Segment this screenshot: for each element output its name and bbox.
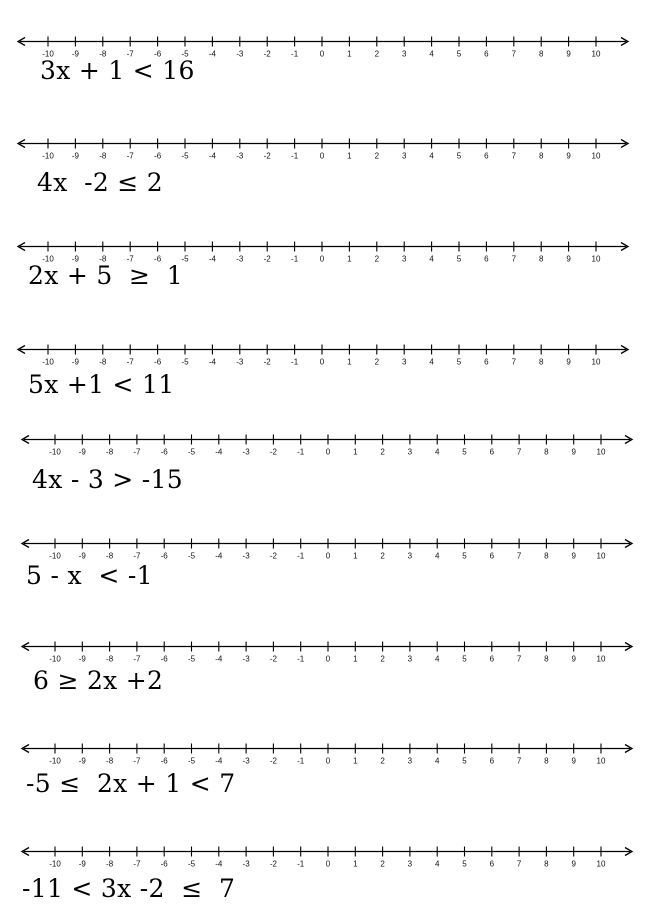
- tick-label: 0: [319, 49, 325, 59]
- tick-label: 1: [347, 357, 352, 367]
- tick-label: -2: [269, 859, 277, 869]
- tick-label: 2: [380, 756, 385, 766]
- tick-label: 5: [456, 254, 462, 264]
- tick-label: 7: [511, 254, 517, 264]
- tick-label: 2: [374, 49, 380, 59]
- tick-label: -6: [160, 756, 168, 766]
- tick-label: -8: [106, 859, 114, 869]
- tick-label: -2: [263, 151, 271, 161]
- tick-label: 2: [374, 254, 380, 264]
- tick-label: 1: [353, 756, 358, 766]
- tick-label: 10: [591, 357, 601, 367]
- tick-label: -1: [297, 551, 305, 561]
- tick-label: 3: [401, 254, 407, 264]
- tick-label: -6: [154, 357, 162, 367]
- tick-label: -1: [297, 447, 305, 457]
- tick-label: 1: [353, 551, 358, 561]
- tick-label: -8: [106, 756, 114, 766]
- tick-label: 5: [456, 151, 462, 161]
- tick-label: -8: [106, 447, 114, 457]
- tick-label: -1: [297, 859, 305, 869]
- tick-label: -10: [49, 859, 61, 869]
- tick-label: 5: [462, 859, 467, 869]
- tick-label: 3: [407, 654, 413, 664]
- tick-label: -3: [236, 151, 244, 161]
- tick-label: 2: [380, 551, 385, 561]
- tick-label: 10: [596, 859, 606, 869]
- tick-label: 6: [489, 447, 495, 457]
- tick-label: 4: [429, 254, 434, 264]
- tick-label: -3: [242, 859, 250, 869]
- tick-label: -10: [42, 49, 54, 59]
- tick-label: 4: [434, 551, 440, 561]
- tick-label: 9: [566, 254, 571, 264]
- tick-label: -7: [133, 447, 141, 457]
- tick-label: -7: [126, 49, 134, 59]
- tick-label: -8: [106, 551, 114, 561]
- tick-label: 10: [596, 551, 606, 561]
- tick-label: -9: [71, 254, 79, 264]
- tick-label: 9: [566, 151, 571, 161]
- tick-label: -3: [236, 49, 244, 59]
- tick-label: 3: [407, 859, 413, 869]
- tick-label: 0: [325, 859, 331, 869]
- tick-label: 6: [489, 551, 495, 561]
- tick-label: -2: [269, 654, 277, 664]
- tick-label: -2: [269, 756, 277, 766]
- tick-label: 2: [374, 357, 380, 367]
- tick-label: 7: [511, 151, 517, 161]
- tick-label: 6: [489, 859, 495, 869]
- tick-label: 9: [571, 654, 576, 664]
- tick-label: -8: [99, 151, 107, 161]
- problem-9: [0, 850, 668, 910]
- tick-label: -7: [126, 357, 134, 367]
- tick-label: -4: [215, 551, 223, 561]
- tick-label: -3: [242, 447, 250, 457]
- tick-label: 9: [566, 49, 571, 59]
- tick-label: 10: [591, 151, 601, 161]
- tick-label: -1: [291, 357, 299, 367]
- tick-label: -2: [263, 254, 271, 264]
- tick-label: 6: [484, 357, 489, 367]
- tick-label: 9: [571, 551, 576, 561]
- tick-label: -7: [126, 151, 134, 161]
- tick-label: 8: [544, 756, 549, 766]
- tick-label: 8: [544, 859, 549, 869]
- tick-label: 8: [538, 357, 544, 367]
- tick-label: 6: [484, 151, 489, 161]
- tick-label: 4: [429, 357, 434, 367]
- tick-label: 3: [401, 357, 407, 367]
- tick-label: -5: [187, 859, 196, 869]
- tick-label: -4: [215, 859, 223, 869]
- tick-label: -1: [291, 254, 299, 264]
- tick-label: -10: [42, 151, 54, 161]
- tick-label: -2: [269, 447, 277, 457]
- tick-label: 4: [429, 49, 434, 59]
- problem-7: [0, 645, 668, 705]
- inequality-text: 4x - 3 > -15: [32, 465, 183, 494]
- tick-label: 8: [538, 254, 544, 264]
- tick-label: 7: [511, 357, 517, 367]
- tick-label: 10: [596, 756, 606, 766]
- tick-label: 0: [325, 551, 331, 561]
- tick-label: -6: [160, 654, 168, 664]
- tick-label: -1: [297, 756, 305, 766]
- tick-label: 2: [380, 654, 385, 664]
- tick-label: 9: [566, 357, 571, 367]
- tick-label: 8: [544, 551, 549, 561]
- tick-label: 4: [434, 756, 440, 766]
- tick-label: 10: [596, 654, 606, 664]
- problem-2: [0, 142, 668, 202]
- inequality-text: 5 - x < -1: [26, 561, 153, 590]
- problem-5: [0, 438, 668, 498]
- inequality-text: 3x + 1 < 16: [40, 56, 195, 85]
- tick-label: 6: [489, 756, 495, 766]
- tick-label: -5: [187, 756, 196, 766]
- tick-label: 5: [456, 357, 462, 367]
- tick-label: -3: [236, 357, 244, 367]
- tick-label: 2: [374, 151, 380, 161]
- tick-label: 0: [325, 447, 331, 457]
- tick-label: 1: [353, 447, 358, 457]
- tick-label: 8: [544, 447, 549, 457]
- tick-label: -5: [181, 151, 189, 161]
- tick-label: 7: [511, 49, 517, 59]
- tick-label: -2: [263, 49, 271, 59]
- tick-label: 1: [347, 254, 352, 264]
- tick-label: -6: [160, 447, 168, 457]
- tick-label: -10: [49, 756, 61, 766]
- tick-label: 7: [516, 859, 522, 869]
- problem-8: [0, 747, 668, 807]
- tick-label: -6: [160, 859, 168, 869]
- tick-label: -1: [291, 151, 299, 161]
- tick-label: 4: [434, 859, 440, 869]
- tick-label: -3: [236, 254, 244, 264]
- tick-label: -9: [78, 551, 86, 561]
- tick-label: -10: [42, 357, 54, 367]
- tick-label: 3: [407, 756, 413, 766]
- tick-label: 0: [319, 254, 325, 264]
- tick-label: -5: [181, 49, 189, 59]
- tick-label: 4: [429, 151, 434, 161]
- tick-label: 0: [325, 654, 331, 664]
- tick-label: 0: [325, 756, 331, 766]
- inequality-text: -5 ≤ 2x + 1 < 7: [26, 769, 236, 798]
- tick-label: 3: [401, 49, 407, 59]
- tick-label: 0: [319, 151, 325, 161]
- tick-label: 7: [516, 756, 522, 766]
- tick-label: -8: [99, 254, 107, 264]
- tick-label: -4: [208, 151, 216, 161]
- tick-label: -8: [99, 49, 107, 59]
- tick-label: -7: [133, 859, 141, 869]
- tick-label: 3: [407, 447, 413, 457]
- tick-label: -7: [133, 551, 141, 561]
- tick-label: 5: [462, 447, 467, 457]
- tick-label: -1: [291, 49, 299, 59]
- tick-label: 8: [538, 151, 544, 161]
- tick-label: 9: [571, 859, 576, 869]
- tick-label: 1: [353, 859, 358, 869]
- tick-label: -5: [181, 254, 189, 264]
- tick-label: -4: [215, 447, 223, 457]
- tick-label: -6: [154, 151, 162, 161]
- inequality-text: 4x -2 ≤ 2: [37, 168, 163, 197]
- tick-label: 0: [319, 357, 325, 367]
- tick-label: 1: [353, 654, 358, 664]
- tick-label: -5: [181, 357, 189, 367]
- tick-label: -10: [42, 254, 54, 264]
- tick-label: 4: [434, 447, 440, 457]
- tick-label: -4: [208, 254, 216, 264]
- tick-label: -10: [49, 447, 61, 457]
- tick-label: 8: [538, 49, 544, 59]
- tick-label: -4: [215, 756, 223, 766]
- tick-label: 10: [591, 49, 601, 59]
- tick-label: -6: [154, 254, 162, 264]
- tick-label: 7: [516, 551, 522, 561]
- tick-label: 2: [380, 859, 385, 869]
- tick-label: 1: [347, 151, 352, 161]
- tick-label: -6: [160, 551, 168, 561]
- tick-label: 5: [462, 654, 467, 664]
- tick-label: 2: [380, 447, 385, 457]
- tick-label: -3: [242, 551, 250, 561]
- tick-label: -9: [78, 654, 86, 664]
- tick-label: 7: [516, 654, 522, 664]
- tick-label: -4: [208, 49, 216, 59]
- inequality-text: -11 < 3x -2 ≤ 7: [22, 874, 236, 903]
- tick-label: -9: [78, 447, 86, 457]
- tick-label: 1: [347, 49, 352, 59]
- tick-label: -4: [208, 357, 216, 367]
- inequality-text: 6 ≥ 2x +2: [33, 666, 164, 695]
- tick-label: -7: [133, 756, 141, 766]
- tick-label: 9: [571, 756, 576, 766]
- tick-label: 10: [591, 254, 601, 264]
- tick-label: 10: [596, 447, 606, 457]
- tick-label: 3: [401, 151, 407, 161]
- problem-1: [0, 40, 668, 100]
- tick-label: 7: [516, 447, 522, 457]
- problem-6: [0, 542, 668, 602]
- tick-label: -2: [263, 357, 271, 367]
- problem-4: [0, 348, 668, 408]
- tick-label: 9: [571, 447, 576, 457]
- tick-label: -9: [71, 151, 79, 161]
- tick-label: -9: [78, 756, 86, 766]
- tick-label: -10: [49, 654, 61, 664]
- tick-label: -8: [99, 357, 107, 367]
- tick-label: -6: [154, 49, 162, 59]
- tick-label: -9: [71, 357, 79, 367]
- tick-label: -4: [215, 654, 223, 664]
- number-line: [0, 438, 668, 468]
- tick-label: -7: [133, 654, 141, 664]
- problem-3: [0, 245, 668, 305]
- tick-label: 6: [484, 49, 489, 59]
- tick-label: -7: [126, 254, 134, 264]
- tick-label: 4: [434, 654, 440, 664]
- tick-label: -8: [106, 654, 114, 664]
- tick-label: -1: [297, 654, 305, 664]
- tick-label: -9: [71, 49, 79, 59]
- tick-label: 5: [462, 551, 467, 561]
- tick-label: 6: [484, 254, 489, 264]
- tick-label: -10: [49, 551, 61, 561]
- tick-label: 5: [462, 756, 467, 766]
- tick-label: 6: [489, 654, 495, 664]
- tick-label: 3: [407, 551, 413, 561]
- tick-label: -5: [187, 654, 196, 664]
- tick-label: -3: [242, 654, 250, 664]
- tick-label: -2: [269, 551, 277, 561]
- inequality-text: 2x + 5 ≥ 1: [28, 261, 183, 290]
- tick-label: -9: [78, 859, 86, 869]
- inequality-text: 5x +1 < 11: [28, 370, 175, 399]
- tick-label: -5: [187, 551, 196, 561]
- tick-label: 5: [456, 49, 462, 59]
- tick-label: 8: [544, 654, 549, 664]
- tick-label: -3: [242, 756, 250, 766]
- tick-label: -5: [187, 447, 196, 457]
